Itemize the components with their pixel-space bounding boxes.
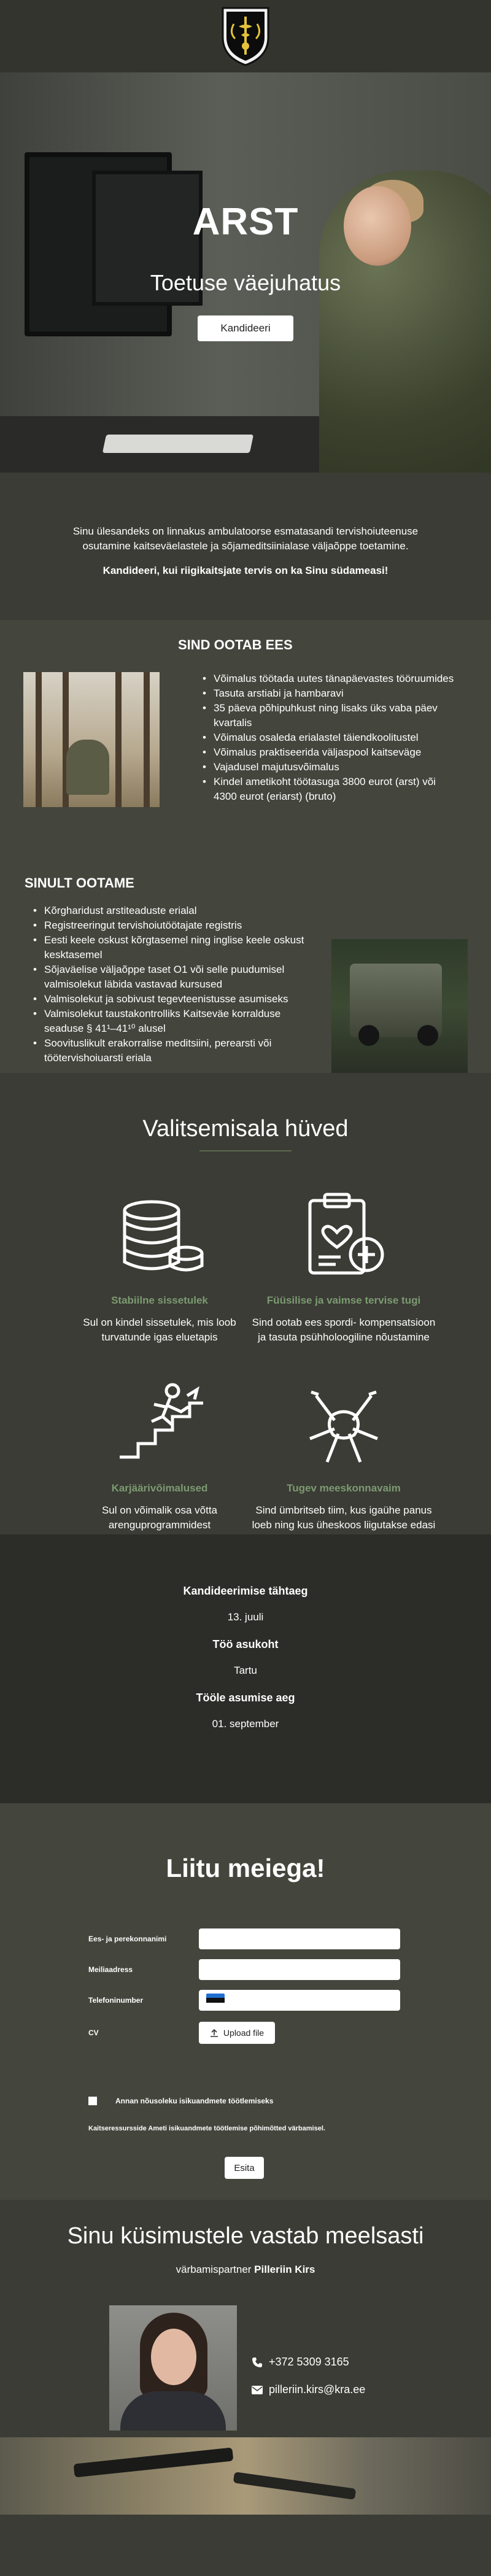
rifle-shape (74, 2447, 234, 2477)
benefit-title: Füüsilise ja vaimse tervise tugi (266, 1294, 421, 1306)
phone-label: Telefoninumber (88, 1996, 144, 2005)
list-item: • Tasuta arstiabi ja hambaravi (203, 686, 460, 701)
offer-list (203, 671, 460, 804)
forest-soldier-image (23, 672, 160, 807)
list-item: • 35 päeva põhipuhkust ning lisaks üks vaba päev kvartalis (203, 701, 460, 730)
career-stairs-icon (114, 1377, 206, 1469)
logo-icon[interactable] (220, 6, 271, 67)
consent-checkbox[interactable] (88, 2097, 97, 2105)
list-item: • Valmisolekut taustakontrolliks Kaitseväe korralduse seaduse § 41¹–41¹⁰ alusel (33, 1007, 315, 1036)
benefit-card (252, 1377, 436, 1533)
apply-button[interactable]: Kandideeri (198, 315, 293, 341)
portrait-face (151, 2329, 196, 2385)
email-label: Meiliaadress (88, 1965, 133, 1974)
requirements-list (33, 903, 315, 1066)
name-input[interactable] (199, 1928, 400, 1949)
rifle-shape (233, 2472, 357, 2500)
team-hands-icon (298, 1377, 390, 1469)
recruiter-photo (109, 2305, 237, 2431)
benefits-section (0, 1073, 491, 1534)
consent-label: Annan nõusoleku isikuandmete töötlemiseks (115, 2097, 274, 2105)
list-item: • Registreeringut tervishoiutöötajate registris (33, 918, 315, 933)
contact-role: värbamispartner (176, 2264, 255, 2275)
phone-contact[interactable] (252, 2356, 365, 2369)
application-form (0, 1803, 491, 2200)
cv-label: CV (88, 2029, 99, 2037)
upload-file-button[interactable] (199, 2022, 275, 2044)
location-label: Töö asukoht (212, 1638, 279, 1650)
contact-section (0, 2200, 491, 2437)
benefits-heading: Valitsemisala hüved (142, 1116, 349, 1142)
intro-text: Sinu ülesandeks on linnakus ambulatoorse esmatasandi tervishoiuteenuse osutamine kaitseväelastele ja sõjameditsiinialase väljaõppe toetamine. (72, 525, 419, 552)
benefit-description: Sul on kindel sissetulek, mis loob turvatunde igas eluetapis (83, 1317, 236, 1343)
contact-name: Pilleriin Kirs (254, 2264, 315, 2275)
benefit-card (68, 1189, 252, 1345)
portrait-body (120, 2391, 226, 2431)
upload-icon (210, 2029, 218, 2037)
tree (36, 672, 42, 807)
name-row (88, 1928, 400, 1949)
name-label: Ees- ja perekonnanimi (88, 1935, 167, 1943)
list-item: • Vajadusel majutusvõimalus (203, 760, 460, 775)
contact-heading: Sinu küsimustele vastab meelsasti (67, 2223, 424, 2249)
email-icon (252, 2386, 263, 2394)
form-heading: Liitu meiega! (166, 1854, 325, 1882)
start-date-label: Tööle asumise aeg (196, 1692, 295, 1704)
email-address[interactable]: pilleriin.kirs@kra.ee (269, 2383, 366, 2396)
heading-divider (199, 1150, 292, 1151)
list-item: • Valmisolekut ja sobivust tegevteenistusse asumiseks (33, 992, 315, 1007)
coins-icon (114, 1189, 206, 1282)
start-date-value: 01. september (212, 1718, 279, 1730)
benefit-title: Stabiilne sissetulek (111, 1294, 208, 1306)
military-vehicle-image (331, 939, 468, 1073)
hero-subtitle: Toetuse väejuhatus (150, 270, 341, 295)
phone-icon (252, 2357, 263, 2368)
list-item: • Kindel ametikoht töötasuga 3800 eurot (arst) või 4300 eurot (eriarst) (bruto) (203, 775, 460, 804)
benefit-title: Tugev meeskonnavaim (287, 1482, 401, 1494)
vehicle-wheel (417, 1025, 438, 1046)
email-row (88, 1959, 400, 1980)
list-item: • Võimalus osaleda erialastel täiendkoolitustel (203, 730, 460, 745)
offer-heading: SIND OOTAB EES (178, 637, 293, 652)
location-value: Tartu (234, 1665, 257, 1676)
benefit-description: Sul on võimalik osa võtta arenguprogrammidest (101, 1504, 218, 1531)
list-item: • Võimalus praktiseerida väljaspool kaitseväge (203, 745, 460, 760)
privacy-link[interactable]: Kaitseressursside Ameti isikuandmete töötlemise põhimõtted värbamisel. (88, 2125, 325, 2132)
list-item: • Kõrgharidust arstiteaduste erialal (33, 903, 315, 918)
job-details-section (0, 1534, 491, 1803)
email-input[interactable] (199, 1959, 400, 1980)
benefit-description: Sind ümbritseb tiim, kus igaühe panus loeb ning kus üheskoos liigutakse edasi (252, 1504, 436, 1531)
email-contact[interactable] (252, 2383, 365, 2396)
benefit-title: Karjäärivõimalused (111, 1482, 208, 1494)
phone-input[interactable] (199, 1990, 400, 2011)
deadline-value: 13. juuli (227, 1611, 264, 1623)
footer-equipment-image (0, 2437, 491, 2515)
tree (144, 672, 150, 807)
consent-row (88, 2097, 273, 2105)
benefit-card (68, 1377, 252, 1533)
intro-highlight: Kandideeri, kui riigikaitsjate tervis on ka Sinu südameasi! (102, 565, 389, 576)
benefit-card (252, 1189, 436, 1345)
soldier-figure (66, 740, 109, 795)
submit-button[interactable]: Esita (225, 2157, 264, 2179)
vehicle-wheel (358, 1025, 379, 1046)
list-item: • Sõjaväelise väljaõppe taset O1 või selle puudumisel valmisolekut läbida vastavad kursused (33, 962, 315, 992)
hero-title: ARST (192, 201, 299, 243)
cv-row (88, 2022, 275, 2044)
deadline-label: Kandideerimise tähtaeg (183, 1585, 308, 1597)
contact-subtitle (0, 2264, 491, 2276)
hero-section (0, 72, 491, 473)
upload-label: Upload file (223, 2028, 265, 2038)
requirements-heading: SINULT OOTAME (25, 875, 134, 891)
benefit-description: Sind ootab ees spordi- kompensatsioon ja tasuta psühholoogiline nõustamine (252, 1317, 436, 1343)
offer-section (0, 620, 491, 1073)
estonia-flag-icon[interactable] (206, 1994, 225, 2007)
list-item: • Eesti keele oskust kõrgtasemel ning inglise keele oskust kesktasemel (33, 933, 315, 962)
list-item: • Soovituslikult erakorralise meditsiini, perearsti või töötervishoiuarsti eriala (33, 1036, 315, 1066)
phone-row (88, 1990, 400, 2011)
tree (115, 672, 122, 807)
intro-section (0, 473, 491, 620)
phone-number[interactable]: +372 5309 3165 (269, 2356, 349, 2368)
contact-info (252, 2356, 365, 2411)
list-item: • Võimalus töötada uutes tänapäevastes tööruumides (203, 671, 460, 686)
clipboard-health-icon (298, 1189, 390, 1282)
top-bar (0, 0, 491, 72)
